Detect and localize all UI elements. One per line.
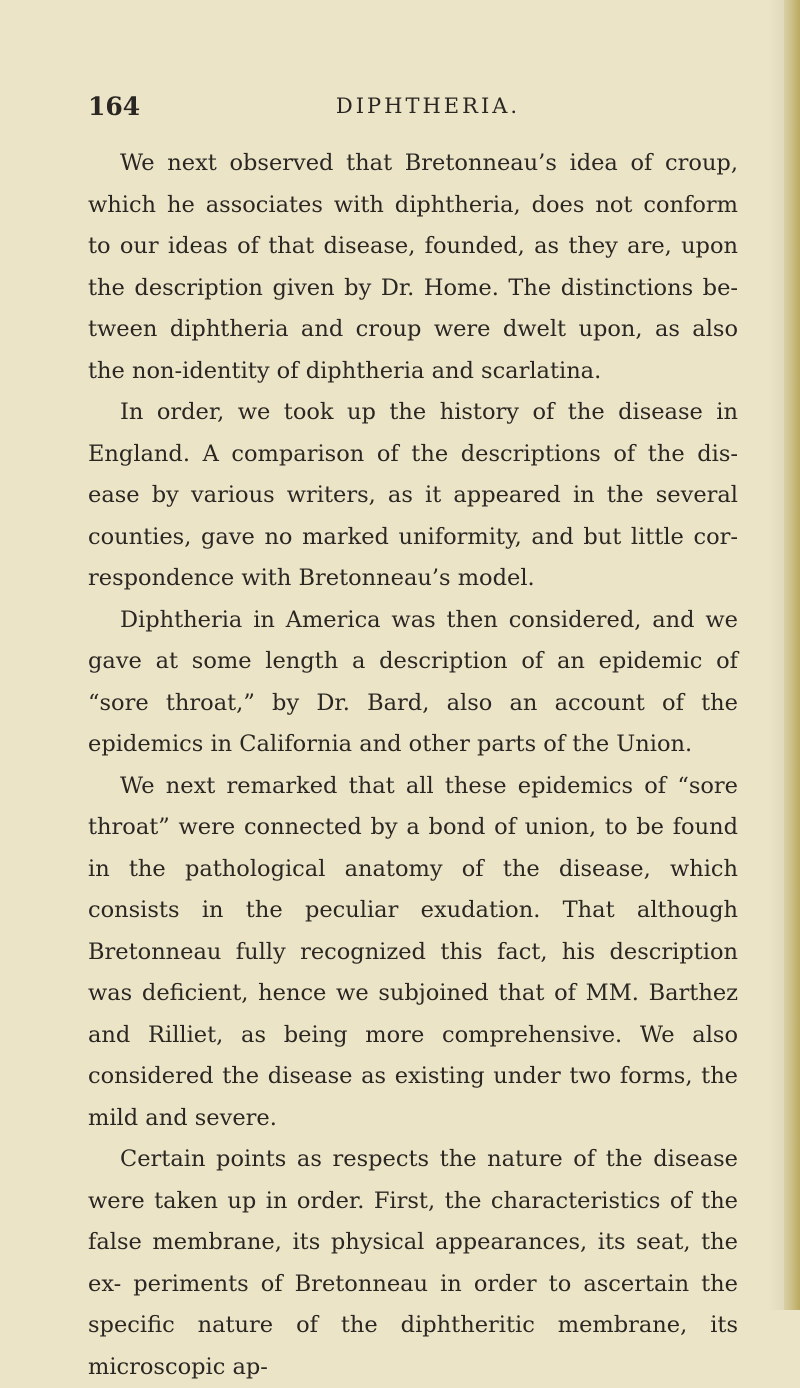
- page-number: 164: [88, 92, 141, 121]
- paragraph-2: In order, we took up the history of the disease in England. A comparison of the descriptions of the dis- ease by various writers, as it appeared in the several counties, gave no marked uniformity, and but little cor- respondence with Bretonneau’s model.: [88, 399, 738, 591]
- page-edge: [784, 0, 800, 1310]
- paragraph-5: Certain points as respects the nature of the disease were taken up in order. First, the characteristics of the false membrane, its physical appearances, its seat, the ex- periments of Bretonneau in order to ascertain the specific nature of the diphtheritic membrane, its microscopic ap-: [88, 1146, 738, 1380]
- paragraph-4: We next remarked that all these epidemics of “sore throat” were connected by a bond of union, to be found in the pathological anatomy of the disease, which consists in the peculiar exudation. That although Bretonneau fully recognized this fact, his description was deficient, hence we subjoined that of MM. Barthez and Rilliet, as being more comprehensive. We also considered the disease as existing under two forms, the mild and severe.: [88, 772, 738, 1131]
- body-text: [88, 143, 738, 1388]
- paragraph-3: Diphtheria in America was then considered, and we gave at some length a description of an epidemic of “sore throat,” by Dr. Bard, also an account of the epidemics in California and other parts of the Union.: [88, 606, 738, 757]
- paragraph-1: We next observed that Bretonneau’s idea of croup, which he associates with diphtheria, does not conform to our ideas of that disease, founded, as they are, upon the description given by Dr. Home. The distinctions be- tween diphtheria and croup were dwelt upon, as also the non-identity of diphtheria and scarlatina.: [88, 150, 738, 384]
- page-header: [88, 92, 728, 132]
- running-head: DIPHTHERIA.: [335, 94, 521, 118]
